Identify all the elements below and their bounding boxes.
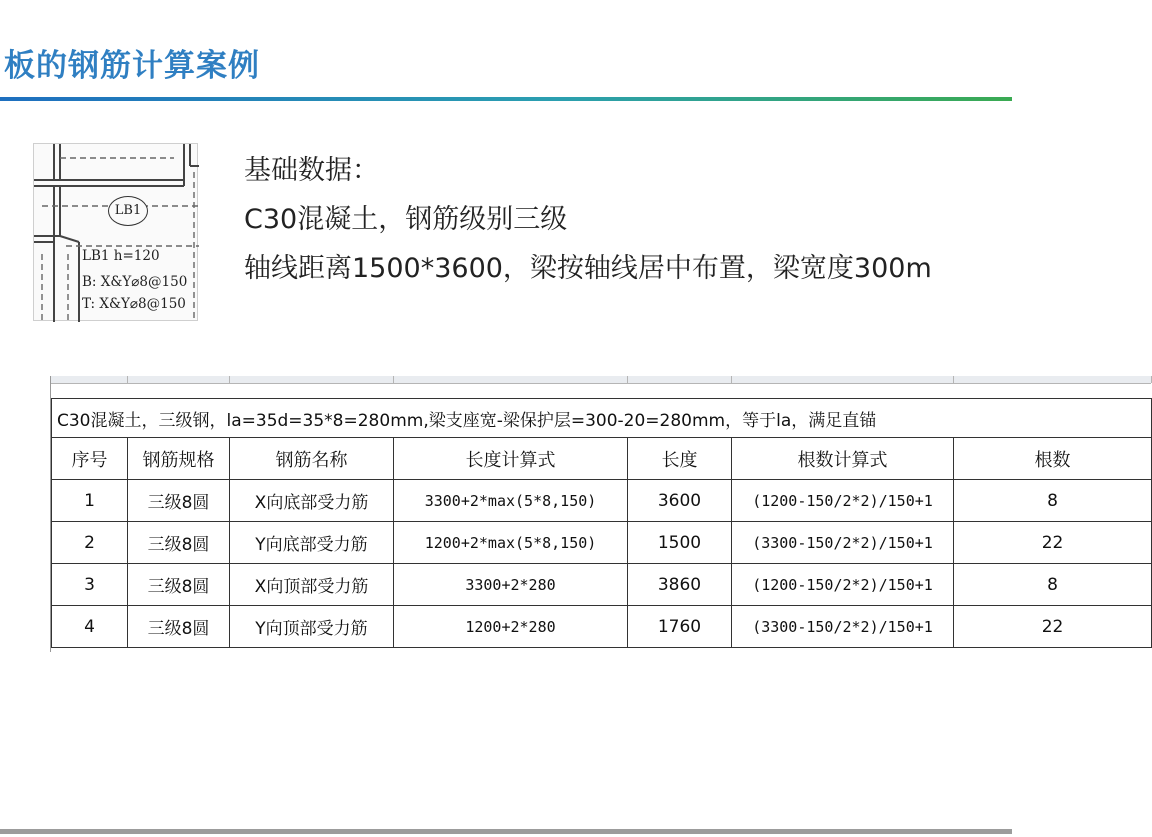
cell-count-formula: (1200-150/2*2)/150+1 xyxy=(732,480,954,522)
slab-tag: LB1 xyxy=(108,196,148,226)
table-row xyxy=(52,480,1152,522)
cell-length-formula: 1200+2*max(5*8,150) xyxy=(394,522,628,564)
cell-spec: 三级8圆 xyxy=(128,522,230,564)
cell-length-formula: 3300+2*max(5*8,150) xyxy=(394,480,628,522)
table-header-row xyxy=(52,438,1152,480)
title-divider xyxy=(0,97,1012,101)
cell-index: 1 xyxy=(52,480,128,522)
cell-count-formula: (3300-150/2*2)/150+1 xyxy=(732,606,954,648)
slab-bottom-rebar-label: B: X&Y⌀8@150 xyxy=(82,274,188,290)
cell-length: 3600 xyxy=(628,480,732,522)
slab-thickness-label: LB1 h=120 xyxy=(82,248,160,264)
cell-name: Y向底部受力筋 xyxy=(230,522,394,564)
cell-name: X向底部受力筋 xyxy=(230,480,394,522)
header-count-formula: 根数计算式 xyxy=(732,438,954,480)
cell-count-formula: (3300-150/2*2)/150+1 xyxy=(732,522,954,564)
header-length-formula: 长度计算式 xyxy=(394,438,628,480)
header-name: 钢筋名称 xyxy=(230,438,394,480)
table-row xyxy=(52,564,1152,606)
cell-index: 3 xyxy=(52,564,128,606)
cell-spec: 三级8圆 xyxy=(128,606,230,648)
cell-count: 22 xyxy=(954,522,1152,564)
slab-top-rebar-label: T: X&Y⌀8@150 xyxy=(82,296,186,312)
rebar-calc-table xyxy=(51,398,1152,648)
cell-count-formula: (1200-150/2*2)/150+1 xyxy=(732,564,954,606)
cell-count: 8 xyxy=(954,480,1152,522)
cell-count: 22 xyxy=(954,606,1152,648)
basic-data-line-2: 轴线距离1500*3600，梁按轴线居中布置，梁宽度300m xyxy=(244,253,932,284)
cell-length-formula: 3300+2*280 xyxy=(394,564,628,606)
cell-name: Y向顶部受力筋 xyxy=(230,606,394,648)
basic-data xyxy=(244,146,932,293)
cell-spec: 三级8圆 xyxy=(128,564,230,606)
basic-data-line-1: C30混凝土，钢筋级别三级 xyxy=(244,204,568,235)
table-note-row xyxy=(52,399,1152,438)
cell-index: 4 xyxy=(52,606,128,648)
table-row xyxy=(52,606,1152,648)
cell-spec: 三级8圆 xyxy=(128,480,230,522)
header-spec: 钢筋规格 xyxy=(128,438,230,480)
header-length: 长度 xyxy=(628,438,732,480)
cell-index: 2 xyxy=(52,522,128,564)
header-index: 序号 xyxy=(52,438,128,480)
cell-length-formula: 1200+2*280 xyxy=(394,606,628,648)
table-note: C30混凝土，三级钢，la=35d=35*8=280mm,梁支座宽-梁保护层=300-20=280mm，等于la，满足直锚 xyxy=(52,399,1152,438)
basic-data-heading: 基础数据： xyxy=(244,155,379,186)
sheet-column-header-strip xyxy=(51,376,1151,384)
cell-length: 1760 xyxy=(628,606,732,648)
cell-name: X向顶部受力筋 xyxy=(230,564,394,606)
cell-count: 8 xyxy=(954,564,1152,606)
cell-length: 3860 xyxy=(628,564,732,606)
header-count: 根数 xyxy=(954,438,1152,480)
table-row xyxy=(52,522,1152,564)
page-title: 板的钢筋计算案例 xyxy=(4,48,260,84)
cell-length: 1500 xyxy=(628,522,732,564)
calc-spreadsheet xyxy=(50,376,1071,652)
bottom-divider xyxy=(0,829,1012,834)
slab-drawing xyxy=(33,143,198,321)
